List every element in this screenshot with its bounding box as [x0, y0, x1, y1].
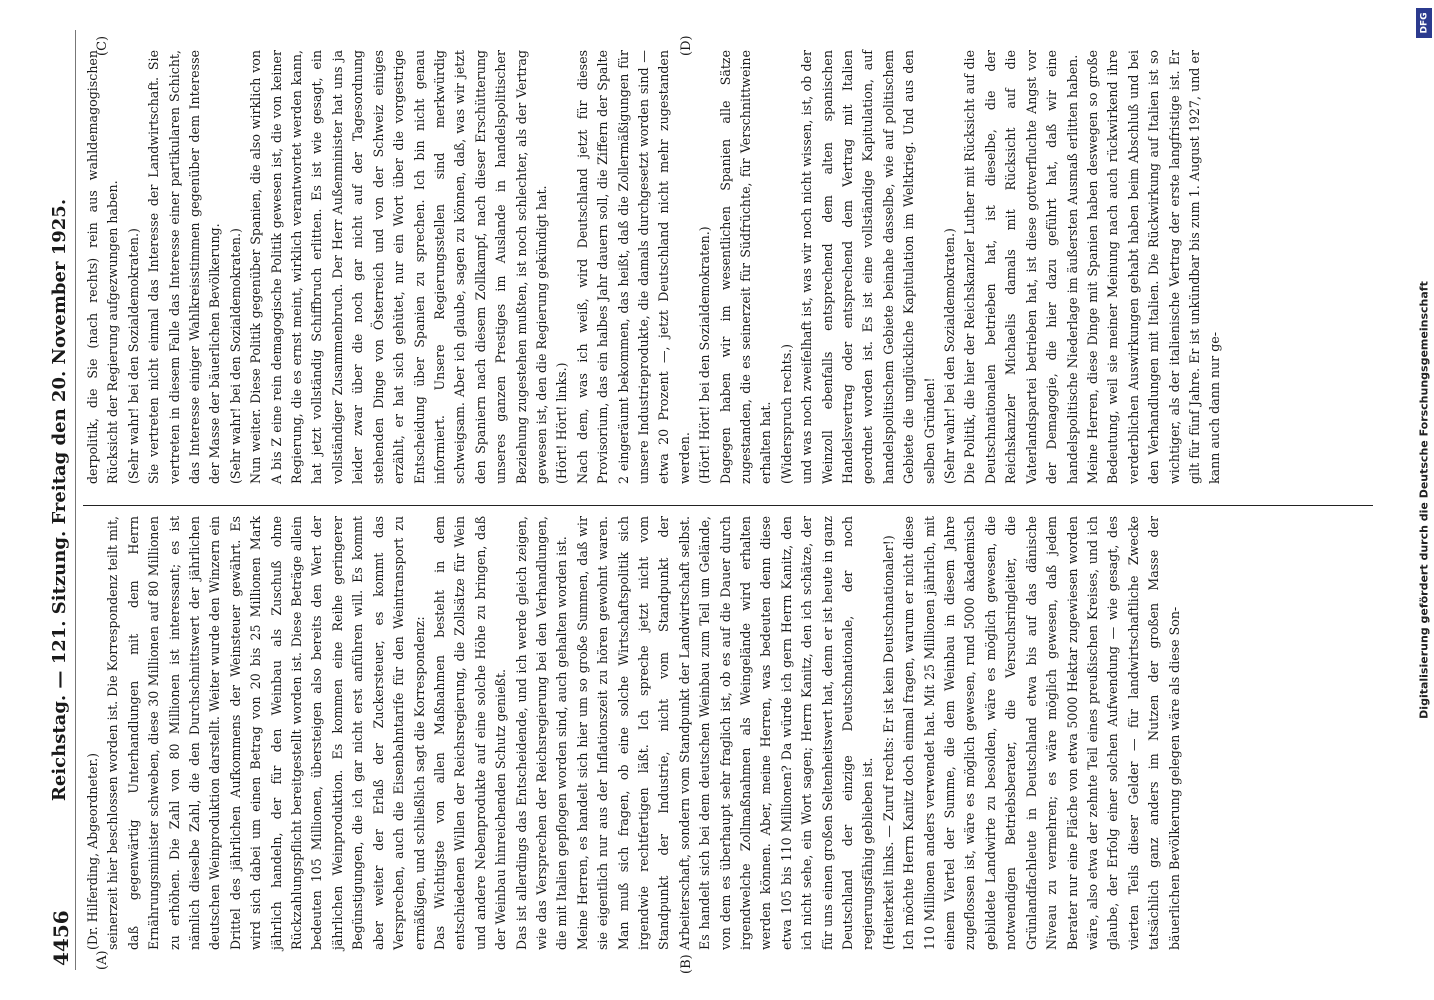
left-column-text: (Dr. Hilferding, Abgeordneter.) seinerzeit hier beschlossen worden ist. Die Korrespondenz teilt mit, daß gegenwärtig Unterhandlungen mit dem Herrn Ernährungsminister schweben, diese 30 Millionen auf 80 Millionen zu erhöhen. Die Zahl von 80 Millionen ist interessant; es ist nämlich dieselbe Zahl, die den Durchschnittswert der jährlichen deutschen Weinproduktion darstellt. Weiter wurde den Winzern ein Drittel des jährlichen Aufkommens der Weinsteuer gewährt. Es wird sich dabei um einen Betrag von 20 bis 25 Millionen Mark jährlich handeln, der für den Weinbau als Zuschuß ohne Rückzahlungspflicht bereitgestellt worden ist. Diese Beträge allein bedeuten 105 Millionen, übersteigen also bereits den Wert der jährlichen Weinproduktion. Es kommen eine Reihe geringerer Begünstigungen, die ich gar nicht erst anführen will. Es kommt aber weiter der Erlaß der Zuckersteuer, es kommt das Versprechen, auch die Eisenbahntarife für den Weintransport zu ermäßigen, und schließlich sagt die Korrespondenz: Das Wichtigste von allen Maßnahmen besteht in dem entschiedenen Willen der Reichsregierung, die Zollsätze für Wein und andere Nebenprodukte auf eine solche Höhe zu bringen, daß der Weinbau hinreichenden Schutz genießt. Das ist allerdings das Entscheidende, und ich werde gleich zeigen, wie das Versprechen der Reichsregierung bei den Verhandlungen, die mit Italien gepflogen worden sind, auch gehalten worden ist. Meine Herren, es handelt sich hier um so große Summen, daß wir sie eigentlich nur aus der Inflationszeit zu hören gewohnt waren. Man muß sich fragen, ob eine solche Wirtschaftspolitik sich irgendwie rechtfertigen läßt. Ich spreche jetzt nicht vom Standpunkt der Industrie, nicht vom Standpunkt der Arbeiterschaft, sondern vom Standpunkt der Landwirtschaft selbst. Es handelt sich bei dem deutschen Weinbau zum Teil um Gelände, von dem es überhaupt sehr fraglich ist, ob es auf die Dauer durch irgendwelche Zollmaßnahmen als Weingelände wird erhalten werden können. Aber, meine Herren, was bedeuten denn diese etwa 105 bis 110 Millionen? Da würde ich gern Herrn Kanitz, den ich nicht sehe, ein Wort sagen; Herrn Kanitz, den ich schätze, der für uns einen großen Seltenheitswert hat, denn er ist heute in ganz Deutschland der einzige Deutschnationale, der noch regierungsfähig geblieben ist. (Heiterkeit links. — Zuruf rechts: Er ist kein Deutschnationaler!) Ich möchte Herrn Kanitz doch einmal fragen, warum er nicht diese 110 Millionen anders verwendet hat. Mit 25 Millionen jährlich, mit einem Viertel der Summe, die dem Weinbau in diesem Jahre zugeflossen ist, wäre es möglich gewesen, rund 5000 akademisch gebildete Landwirte zu besolden, wäre es möglich gewesen, die notwendigen Betriebsberater, die Versuchsringleiter, die Grünlandfachleute in Deutschland etwa bis auf das dänische Niveau zu vermehren; es wäre möglich gewesen, daß jedem Berater nur eine Fläche von etwa 5000 Hektar zugewiesen worden wäre, also etwa der zehnte Teil eines preußischen Kreises, und ich glaube, der Erfolg einer solchen Aufwendung — wie gesagt, des vierten Teils dieser Gelder — für landwirtschaftliche Zwecke tatsächlich ganz anders im Nutzen der großen Masse der bäuerlichen Bevölkerung gelegen wäre als diese Son- [85, 515, 1182, 950]
right-column-text: derpolitik, die Sie (nach rechts) rein aus wahldemagogischen Rücksicht der Regierung aufgezwungen haben. (Sehr wahr! bei den Sozialdemokraten.) Sie vertreten nicht einmal das Interesse der Landwirtschaft. Sie vertreten in diesem Falle das Interesse einer partikularen Schicht, das Interesse einiger Wahlkreisstimmen gegenüber dem Interesse der Masse der bäuerlichen Bevölkerung. (Sehr wahr! bei den Sozialdemokraten.) Nun weiter. Diese Politik gegenüber Spanien, die also wirklich von A bis Z eine rein demagogische Politik gewesen ist, die von keiner Regierung, die es ernst meint, wirklich verantwortet werden kann, hat jetzt vollständig Schiffbruch erlitten. Es ist wie gesagt, ein vollständiger Zusammenbruch. Der Herr Außenminister hat uns ja leider zwar über die noch gar nicht auf der Tagesordnung stehenden Dinge von Österreich und von der Schweiz einiges erzählt, er hat sich gehütet, nur ein Wort über die vorgestrige Entscheidung über Spanien zu sprechen. Ich bin nicht genau informiert. Unsere Regierungsstellen sind merkwürdig schweigsam. Aber ich glaube, sagen zu können, daß, was wir jetzt den Spaniern nach diesem Zollkampf, nach dieser Erschütterung unseres ganzen Prestiges im Auslande in handelspolitischer Beziehung zugestehen mußten, ist noch schlechter, als der Vertrag gewesen ist, den die Regierung gekündigt hat. (Hört! Hört! links.) Nach dem, was ich weiß, wird Deutschland jetzt für dieses Provisorium, das ein halbes Jahr dauern soll, die Ziffern der Spalte 2 eingeräumt bekommen, das heißt, daß die Zollermäßigungen für unsere Industrieprodukte, die damals durchgesetzt worden sind — etwa 20 Prozent —, jetzt Deutschland nicht mehr zugestanden werden. (Hört! Hört! bei den Sozialdemokraten.) Dagegen haben wir im wesentlichen Spanien alle Sätze zugestanden, die es seinerzeit für Südfrüchte, für Verschnittweine erhalten hat. (Widerspruch rechts.) und was noch zweifelhaft ist, was wir noch nicht wissen, ist, ob der Weinzoll ebenfalls entsprechend dem alten spanischen Handelsvertrag oder entsprechend dem Vertrag mit Italien geordnet worden ist. Es ist eine vollständige Kapitulation, auf handelspolitischem Gebiete beinahe dasselbe, wie auf politischem Gebiete die unglückliche Kapitulation im Weltkrieg. Und aus den selben Gründen! (Sehr wahr! bei den Sozialdemokraten.) Die Politik, die hier der Reichskanzler Luther mit Rücksicht auf die Deutschnationalen betrieben hat, ist dieselbe, die der Reichskanzler Michaelis damals mit Rücksicht auf die Vaterlandspartei betrieben hat, ist diese gottverfluchte Angst vor der Demagogie, die hier dazu geführt hat, daß wir eine handelspolitische Niederlage im äußersten Ausmaß erlitten haben. Meine Herren, diese Dinge mit Spanien haben deswegen so große Bedeutung, weil sie meiner Meinung nach auch rückwirkend ihre verderblichen Auswirkungen gehabt haben beim Abschluß und bei den Verhandlungen mit Italien. Die Rückwirkung auf Italien ist so wichtiger, als der italienische Vertrag der erste langfristige ist. Er gilt für fünf Jahre. Er ist unkündbar bis zum 1. August 1927, und er kann auch dann nur ge- [85, 50, 1223, 484]
margin-mark-c: (C) [95, 35, 110, 56]
dfg-logo [1416, 8, 1432, 38]
margin-mark-b: (B) [679, 954, 694, 974]
digitization-credit: Digitalisierung gefördert durch die Deutsche Forschungsgemeinschaft [1417, 281, 1431, 719]
column-divider [83, 505, 1373, 506]
margin-mark-d: (D) [679, 35, 694, 56]
page-number: 4456 [49, 910, 73, 966]
running-title: Reichstag. — 121. Sitzung. Freitag den 20. November 1925. [49, 198, 70, 802]
page-header [47, 30, 76, 970]
document-page [47, 30, 1387, 974]
dfg-logo-text: DFG [1419, 12, 1430, 34]
margin-mark-a: (A) [95, 950, 110, 970]
